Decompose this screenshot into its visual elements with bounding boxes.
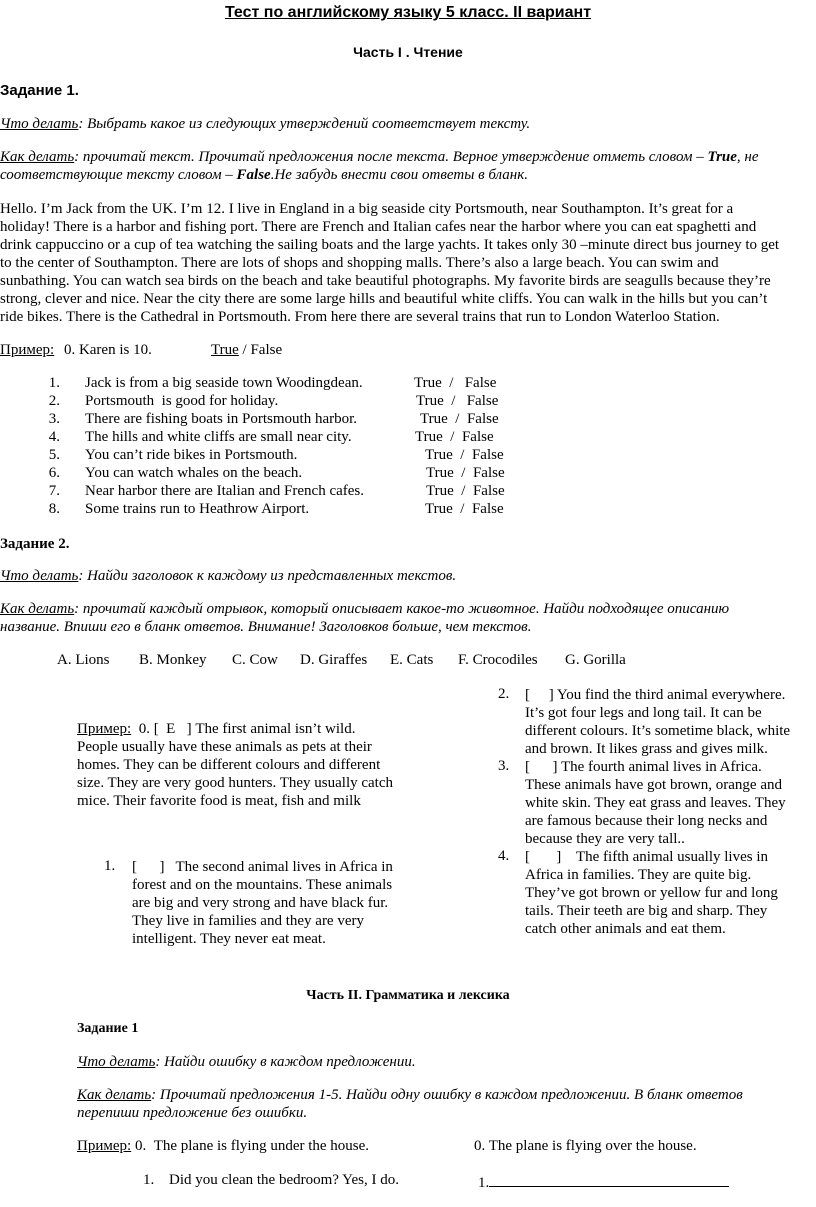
- part2-example: [77, 1138, 369, 1155]
- example-answer: [211, 342, 282, 359]
- question-text: There are fishing boats in Portsmouth harbor.: [85, 411, 358, 427]
- item1-number: 1.: [104, 858, 116, 874]
- task2-how-line2: название. Впиши его в бланк ответов. Внимание! Заголовков больше, чем текстов.: [0, 619, 532, 635]
- list-item: [40, 374, 560, 392]
- item1-text: [132, 858, 393, 948]
- item-line: It’s got four legs and long tail. It can be: [525, 705, 762, 721]
- question-answer: True / False: [426, 465, 505, 481]
- what-label: Что делать: [0, 116, 79, 132]
- item2-number: 2.: [498, 686, 510, 702]
- task1-how-line1: [0, 149, 759, 166]
- example-label: Пример:: [0, 342, 55, 358]
- part2-q1-number: 1.: [143, 1172, 155, 1188]
- task1-what: [0, 116, 530, 133]
- what-text: : Выбрать какое из следующих утверждений соответствует тексту.: [78, 116, 531, 132]
- how-label: Как делать: [0, 149, 75, 165]
- how-text: : прочитай текст. Прочитай предложения после текста. Верное утверждение отметь словом –: [74, 149, 708, 165]
- question-text: Portsmouth is good for holiday.: [85, 393, 279, 409]
- list-item: [40, 482, 560, 500]
- question-number: 2.: [48, 393, 60, 409]
- question-number: 7.: [48, 483, 60, 499]
- example-line: mice. Their favorite food is meat, fish and milk: [77, 793, 361, 809]
- example-label: Пример:: [77, 721, 132, 737]
- item-line: and brown. It likes grass and gives milk.: [525, 741, 768, 757]
- item-line: [ ] The second animal lives in Africa in: [132, 859, 393, 875]
- example-label: Пример:: [77, 1138, 132, 1154]
- question-answer: True / False: [414, 375, 497, 391]
- item-line: intelligent. They never eat meat.: [132, 931, 326, 947]
- example-line: People usually have these animals as pets at their: [77, 739, 372, 755]
- example-true: True: [211, 342, 239, 358]
- item-line: [ ] You find the third animal everywhere.: [525, 687, 786, 703]
- task1-questions: [40, 374, 560, 518]
- item4-text: [525, 848, 778, 938]
- task2-how-line1: [0, 601, 729, 618]
- item-line: catch other animals and eat them.: [525, 921, 726, 937]
- option-gorilla: G. Gorilla: [565, 652, 626, 668]
- item-line: They’ve got brown or yellow fur and long: [525, 885, 778, 901]
- example-false: / False: [238, 342, 283, 358]
- question-text: Jack is from a big seaside town Woodingdean.: [85, 375, 363, 391]
- how-label: Как делать: [0, 601, 75, 617]
- item-line: [ ] The fourth animal lives in Africa.: [525, 759, 762, 775]
- item-line: These animals have got brown, orange and: [525, 777, 782, 793]
- what-text: : Найди ошибку в каждом предложении.: [155, 1054, 416, 1070]
- how-text: : прочитай каждый отрывок, который описывает какое-то животное. Найди подходящее описанию: [74, 601, 730, 617]
- example-line: homes. They can be different colours and different: [77, 757, 381, 773]
- what-label: Что делать: [0, 568, 79, 584]
- how-line2-text: соответствующие тексту словом –: [0, 167, 237, 183]
- example-text: 0. [ E ] The first animal isn’t wild.: [131, 721, 356, 737]
- example-text: 0. The plane is flying under the house.: [131, 1138, 370, 1154]
- text-line: drink cappuccino or a cup of tea watching the sailing boats and the large yachts. It takes only 30 –minute direct bus journey to get: [0, 237, 780, 253]
- item-line: white skin. They eat grass and leaves. They: [525, 795, 786, 811]
- part2-q1-answer: [478, 1172, 729, 1192]
- how-false: False: [236, 167, 271, 183]
- list-item: [40, 392, 560, 410]
- text-line: sunbathing. You can watch sea birds on the beach and take beautiful photographs. My favorite birds are seagulls because they’re: [0, 273, 771, 289]
- item-line: tails. Their teeth are big and sharp. They: [525, 903, 768, 919]
- item-line: forest and on the mountains. These animals: [132, 877, 393, 893]
- example-text: 0. Karen is 10.: [63, 342, 152, 358]
- item-line: They live in families and they are very: [132, 913, 364, 929]
- part2-how-line1: [77, 1087, 743, 1104]
- item-line: are big and very strong and have black fur.: [132, 895, 389, 911]
- text-line: ride bikes. There is the Cathedral in Portsmouth. From here there are several trains that run to London Waterloo Station.: [0, 309, 720, 325]
- task1-how-line2: [0, 167, 528, 184]
- text-line: strong, clever and nice. Near the city there are some large hills and beautiful white cliffs. You can walk in the hills but you can’t: [0, 291, 768, 307]
- item-line: because they are very tall..: [525, 831, 685, 847]
- question-answer: True / False: [426, 483, 505, 499]
- part2-task1-heading: Задание 1: [77, 1021, 139, 1036]
- list-item: [40, 500, 560, 518]
- item4-number: 4.: [498, 848, 510, 864]
- task2-example: [77, 720, 393, 810]
- item-line: are famous because their long necks and: [525, 813, 768, 829]
- option-cats: E. Cats: [390, 652, 434, 668]
- text-line: Hello. I’m Jack from the UK. I’m 12. I live in England in a big seaside city Portsmouth, near Southampton. It’s great for a: [0, 201, 734, 217]
- task2-what: [0, 568, 456, 585]
- question-text: You can’t ride bikes in Portsmouth.: [85, 447, 298, 463]
- example-line: size. They are very good hunters. They usually catch: [77, 775, 394, 791]
- question-text: Near harbor there are Italian and French cafes.: [85, 483, 365, 499]
- list-item: [40, 446, 560, 464]
- list-item: [40, 428, 560, 446]
- question-text: The hills and white cliffs are small near city.: [85, 429, 352, 445]
- text-line: to the center of Southampton. There are lots of shops and shopping malls. There’s also a large beach. You can swim and: [0, 255, 719, 271]
- part2-how-line2: перепиши предложение без ошибки.: [77, 1105, 308, 1121]
- how-text-2: , не: [736, 149, 759, 165]
- question-number: 4.: [48, 429, 60, 445]
- question-answer: True / False: [415, 429, 494, 445]
- question-answer: True / False: [416, 393, 499, 409]
- option-crocodiles: F. Crocodiles: [458, 652, 538, 668]
- question-answer: True / False: [425, 501, 504, 517]
- list-item: [40, 410, 560, 428]
- list-item: [40, 464, 560, 482]
- task1-example: [0, 342, 283, 359]
- answer-number: 1.: [478, 1175, 490, 1191]
- answer-line[interactable]: [489, 1172, 729, 1187]
- item-line: different colours. It’s sometime black, white: [525, 723, 791, 739]
- question-answer: True / False: [425, 447, 504, 463]
- item-line: [ ] The fifth animal usually lives in: [525, 849, 769, 865]
- text-line: holiday! There is a harbor and fishing port. There are French and Italian cafes near the harbor where you can eat spaghetti and: [0, 219, 757, 235]
- option-lions: A. Lions: [57, 652, 110, 668]
- item3-number: 3.: [498, 758, 510, 774]
- question-number: 6.: [48, 465, 60, 481]
- part2-heading: Часть II. Грамматика и лексика: [306, 988, 510, 1003]
- how-line2-text-2: .Не забудь внести свои ответы в бланк.: [270, 167, 528, 183]
- part1-heading: Часть I . Чтение: [353, 44, 463, 60]
- how-label: Как делать: [77, 1087, 152, 1103]
- reading-text: [0, 200, 779, 326]
- page-title: Тест по английскому языку 5 класс. II вариант: [224, 4, 592, 21]
- example-line: [77, 720, 393, 738]
- question-text: You can watch whales on the beach.: [85, 465, 303, 481]
- option-monkey: B. Monkey: [139, 652, 207, 668]
- question-number: 8.: [48, 501, 60, 517]
- item2-text: [525, 686, 790, 758]
- question-text: Some trains run to Heathrow Airport.: [85, 501, 310, 517]
- part2-what: [77, 1054, 416, 1071]
- question-number: 3.: [48, 411, 60, 427]
- what-label: Что делать: [77, 1054, 156, 1070]
- how-text: : Прочитай предложения 1-5. Найди одну ошибку в каждом предложении. В бланк ответов: [151, 1087, 743, 1103]
- task2-heading: Задание 2.: [0, 536, 70, 552]
- what-text: : Найди заголовок к каждому из представленных текстов.: [78, 568, 457, 584]
- task1-heading: Задание 1.: [0, 82, 79, 99]
- question-answer: True / False: [420, 411, 499, 427]
- question-number: 5.: [48, 447, 60, 463]
- part2-q1-text: Did you clean the bedroom? Yes, I do.: [169, 1172, 399, 1188]
- option-giraffes: D. Giraffes: [300, 652, 368, 668]
- item3-text: [525, 758, 786, 848]
- part2-example-answer: 0. The plane is flying over the house.: [474, 1138, 697, 1154]
- option-cow: C. Cow: [232, 652, 278, 668]
- question-number: 1.: [48, 375, 60, 391]
- how-true: True: [707, 149, 737, 165]
- item-line: Africa in families. They are quite big.: [525, 867, 752, 883]
